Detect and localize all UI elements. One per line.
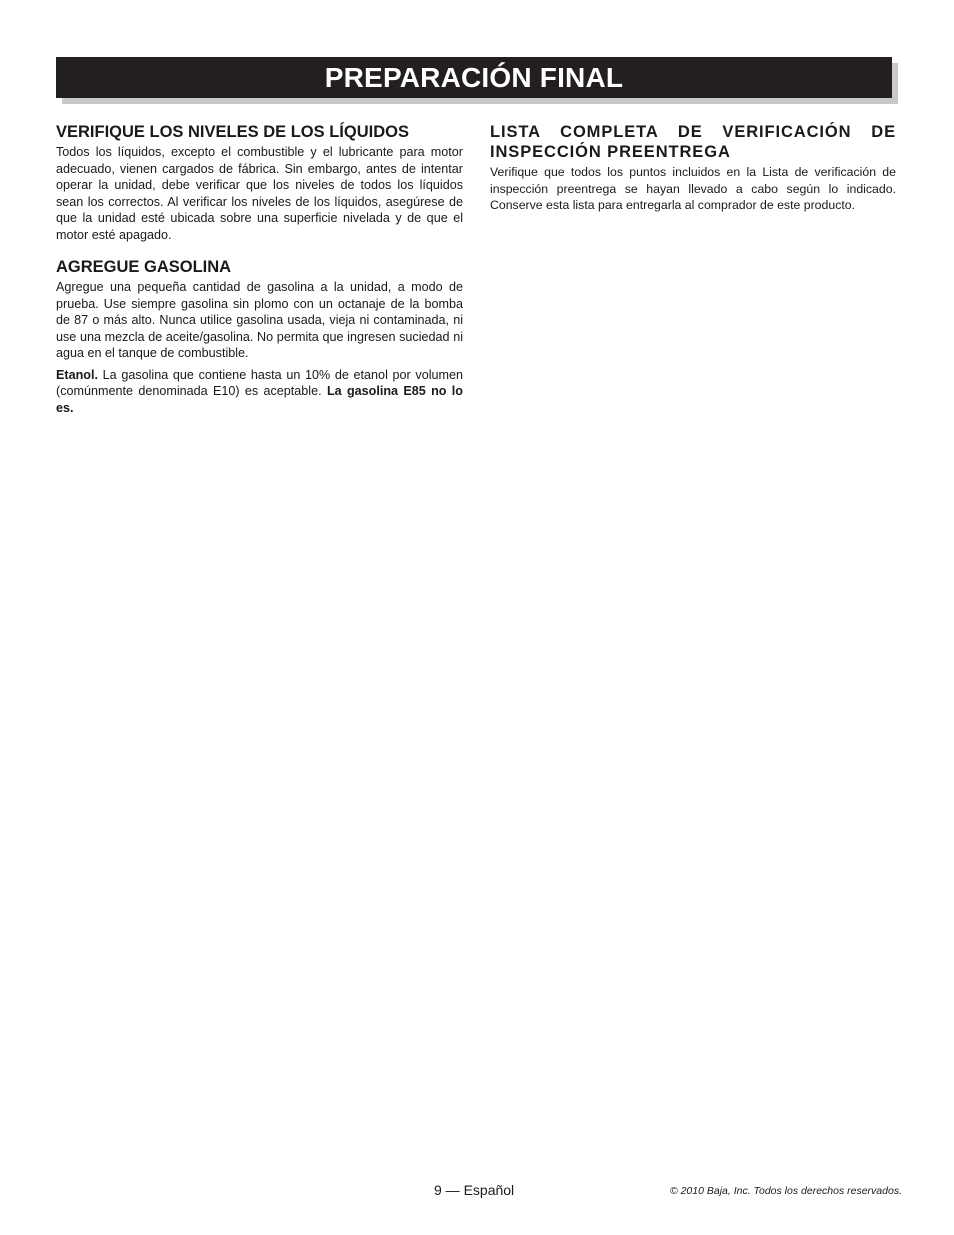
page-title: PREPARACIÓN FINAL (324, 62, 624, 93)
footer-page-number: 9 — Español (434, 1182, 515, 1198)
right-column (490, 122, 896, 214)
section-paragraph-add-gasoline: Agregue una pequeña cantidad de gasolina a la unidad, a modo de prueba. Use siempre gasolina sin plomo con un octanaje de la bomba de 87 o más alto. Nunca utilice gasolina usada, vieja ni contaminada, ni use una mezcla de aceite/gasolina. No permita que ingresen suciedad ni agua en el tanque de combustible. (56, 280, 463, 360)
section-heading-verify-fluids: VERIFIQUE LOS NIVELES DE LOS LÍQUIDOS (56, 123, 409, 141)
left-column (56, 122, 463, 416)
page-title-banner (56, 57, 892, 98)
section-paragraph-predelivery-checklist: Verifique que todos los puntos incluidos en la Lista de verificación de inspección preentrega se hayan llevado a cabo según lo indicado. Conserve esta lista para entregarla al comprador de este producto. (490, 165, 896, 212)
ethanol-label: Etanol. (56, 367, 98, 382)
ethanol-bold-end: La gasolina E85 no lo es. (56, 384, 463, 415)
section-heading-add-gasoline: AGREGUE GASOLINA (56, 258, 232, 276)
section-add-gasoline (56, 257, 463, 416)
ethanol-text: La gasolina que contiene hasta un 10% de etanol por volumen (comúnmente denominada E10) es aceptable. (56, 367, 463, 398)
section-paragraph-verify-fluids: Todos los líquidos, excepto el combustible y el lubricante para motor adecuado, vienen cargados de fábrica. Sin embargo, antes de intentar operar la unidad, debe verificar que los niveles de todos los líquidos sean los correctos. Al verificar los niveles de los líquidos, asegúrese de que la unidad esté ubicada sobre una superficie nivelada y de que el motor esté apagado. (56, 145, 463, 242)
section-verify-fluids (56, 122, 463, 243)
section-heading-predelivery-checklist: LISTA COMPLETA DE VERIFICACIÓN DE INSPECCIÓN PREENTREGA (490, 123, 896, 161)
ethanol-paragraph (56, 367, 463, 417)
section-predelivery-checklist (490, 122, 896, 214)
footer-copyright: © 2010 Baja, Inc. Todos los derechos reservados. (669, 1185, 902, 1197)
